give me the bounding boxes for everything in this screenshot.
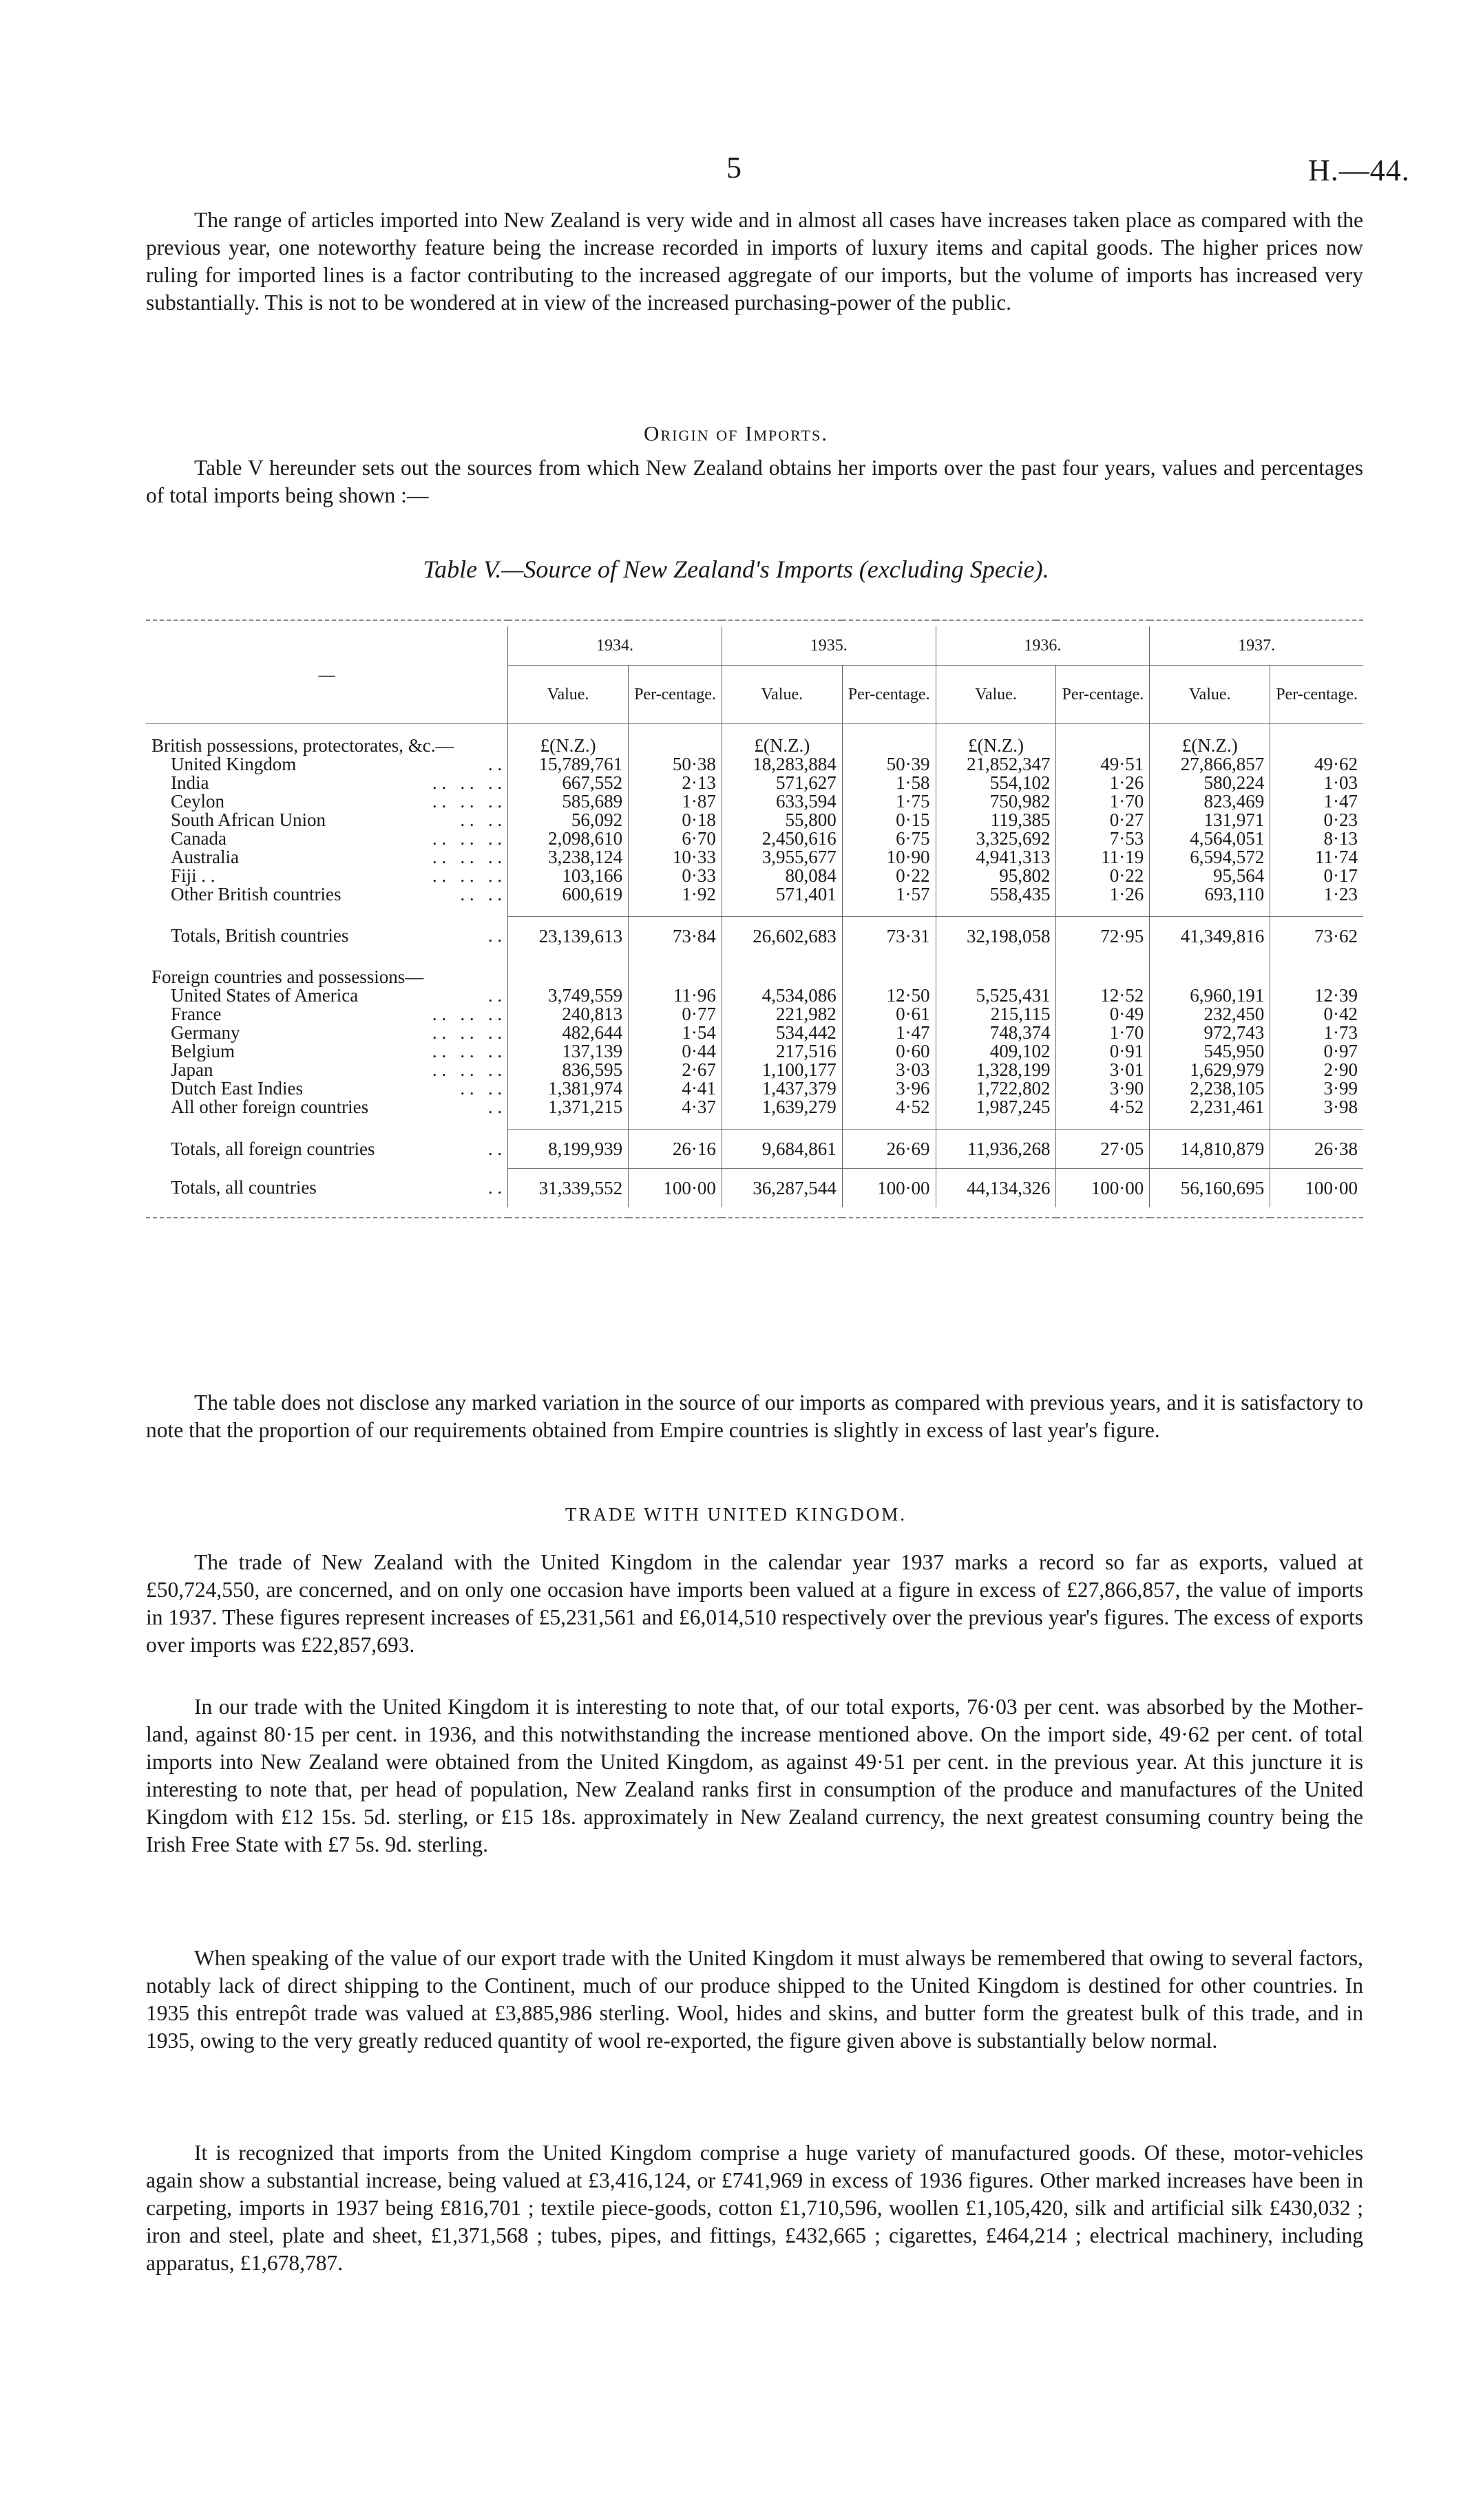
percentage-cell: 50·39 <box>842 755 936 774</box>
value-cell: 1,100,177 <box>722 1061 842 1079</box>
country-row <box>146 1024 1363 1042</box>
percentage-cell: 1·54 <box>629 1024 722 1042</box>
row-label <box>146 1098 508 1116</box>
percentage-cell: 49·62 <box>1270 755 1363 774</box>
row-label <box>146 1005 508 1024</box>
row-label <box>146 1061 508 1079</box>
percentage-cell: 3·99 <box>1270 1079 1363 1098</box>
row-label <box>146 811 508 829</box>
grand-total <box>146 1169 1363 1208</box>
value-cell: 409,102 <box>936 1042 1056 1061</box>
country-name: Totals, British countries <box>171 925 349 946</box>
percentage-cell: 1·57 <box>842 885 936 904</box>
value-cell: 545,950 <box>1150 1042 1270 1061</box>
value-header: Value. <box>1150 666 1270 724</box>
value-cell: 8,199,939 <box>508 1130 629 1169</box>
origin-paragraph: Table V hereunder sets out the sources from which New Zealand obtains her imports over the past four years, values and percentages of total imports being shown :— <box>146 456 1363 507</box>
country-name: Dutch East Indies <box>171 1078 303 1099</box>
percentage-cell: 12·39 <box>1270 986 1363 1005</box>
percentage-cell: 0·77 <box>629 1005 722 1024</box>
value-cell: 240,813 <box>508 1005 629 1024</box>
dot-leader: . . . . <box>460 884 503 904</box>
value-cell: 1,328,199 <box>936 1061 1056 1079</box>
row-label <box>146 848 508 867</box>
value-cell: 2,450,616 <box>722 829 842 848</box>
percentage-cell: 26·16 <box>629 1130 722 1169</box>
country-name: Canada <box>171 828 227 849</box>
percentage-cell: 73·84 <box>629 917 722 956</box>
dot-leader: . . <box>487 925 503 946</box>
currency-unit: £(N.Z.) <box>508 737 629 755</box>
percentage-cell: 6·70 <box>629 829 722 848</box>
value-cell: 15,789,761 <box>508 755 629 774</box>
percentage-cell: 73·31 <box>842 917 936 956</box>
dot-leader: . . . . . . <box>432 847 503 867</box>
country-name: Totals, all foreign countries <box>171 1138 375 1159</box>
dot-leader: . . . . . . <box>432 1041 503 1061</box>
percentage-cell: 10·90 <box>842 848 936 867</box>
section-heading-row <box>146 737 1363 755</box>
percentage-cell: 0·17 <box>1270 867 1363 885</box>
row-label <box>146 774 508 792</box>
value-cell: 1,987,245 <box>936 1098 1056 1116</box>
country-row <box>146 829 1363 848</box>
country-row <box>146 755 1363 774</box>
percentage-cell: 0·42 <box>1270 1005 1363 1024</box>
row-label <box>146 792 508 811</box>
percentage-cell: 2·67 <box>629 1061 722 1079</box>
year-header: 1934. <box>508 626 722 666</box>
percentage-cell: 0·97 <box>1270 1042 1363 1061</box>
dot-leader: . . <box>487 1177 503 1198</box>
dot-leader: . . . . . . <box>432 772 503 793</box>
percentage-cell: 1·73 <box>1270 1024 1363 1042</box>
row-label <box>146 867 508 885</box>
percentage-cell: 49·51 <box>1056 755 1150 774</box>
percentage-cell: 72·95 <box>1056 917 1150 956</box>
value-cell: 215,115 <box>936 1005 1056 1024</box>
country-row <box>146 848 1363 867</box>
row-label <box>146 917 508 956</box>
percentage-cell: 1·23 <box>1270 885 1363 904</box>
percentage-cell: 7·53 <box>1056 829 1150 848</box>
imports-table <box>146 620 1363 1218</box>
origin-heading: Origin of Imports. <box>644 421 828 445</box>
value-header: Value. <box>508 666 629 724</box>
country-name: Belgium <box>171 1041 235 1061</box>
country-row <box>146 1061 1363 1079</box>
dot-leader: . . . . . . <box>432 1059 503 1080</box>
value-cell: 972,743 <box>1150 1024 1270 1042</box>
value-cell: 3,749,559 <box>508 986 629 1005</box>
dot-leader: . . . . . . <box>432 828 503 849</box>
value-cell: 95,564 <box>1150 867 1270 885</box>
value-cell: 18,283,884 <box>722 755 842 774</box>
country-name: Totals, all countries <box>171 1177 317 1198</box>
percentage-cell: 0·18 <box>629 811 722 829</box>
value-cell: 1,639,279 <box>722 1098 842 1116</box>
dot-leader: . . . . <box>460 809 503 830</box>
value-cell: 693,110 <box>1150 885 1270 904</box>
dot-leader: . . <box>487 1138 503 1159</box>
row-label <box>146 755 508 774</box>
country-name: South African Union <box>171 809 326 830</box>
value-cell: 4,534,086 <box>722 986 842 1005</box>
totals-row <box>146 1169 1363 1208</box>
country-name: Ceylon <box>171 791 224 812</box>
value-cell: 232,450 <box>1150 1005 1270 1024</box>
value-cell: 32,198,058 <box>936 917 1056 956</box>
dot-leader: . . <box>487 754 503 774</box>
row-label <box>146 829 508 848</box>
percentage-cell: 3·03 <box>842 1061 936 1079</box>
value-cell: 80,084 <box>722 867 842 885</box>
table-caption: Table V.—Source of New Zealand's Imports (excluding Specie). <box>423 555 1049 583</box>
percentage-cell: 3·96 <box>842 1079 936 1098</box>
value-cell: 23,139,613 <box>508 917 629 956</box>
percentage-cell: 1·75 <box>842 792 936 811</box>
currency-unit: £(N.Z.) <box>1150 737 1270 755</box>
value-cell: 56,160,695 <box>1150 1169 1270 1208</box>
year-header: 1936. <box>936 626 1150 666</box>
intro-paragraph: The range of articles imported into New Zealand is very wide and in almost all cases have increases taken place as compared with the previous year, one noteworthy feature being the increase recorded in imports of luxury items and capital goods. The higher prices now ruling for imported lines is a factor contributing to the increased aggregate of our imports, but the volume of imports has increased very substantially. This is not to be wondered at in view of the increased purchasing-power of the public. <box>146 208 1363 315</box>
value-cell: 3,955,677 <box>722 848 842 867</box>
country-name: All other foreign countries <box>171 1097 369 1117</box>
percentage-cell: 1·26 <box>1056 774 1150 792</box>
value-cell: 2,238,105 <box>1150 1079 1270 1098</box>
value-cell: 11,936,268 <box>936 1130 1056 1169</box>
value-cell: 580,224 <box>1150 774 1270 792</box>
foreign-total <box>146 1116 1363 1169</box>
country-row <box>146 867 1363 885</box>
year-header: 1935. <box>722 626 936 666</box>
country-row <box>146 774 1363 792</box>
percentage-header: Per-centage. <box>842 666 936 724</box>
percentage-cell: 0·44 <box>629 1042 722 1061</box>
percentage-cell: 12·52 <box>1056 986 1150 1005</box>
percentage-cell: 1·70 <box>1056 792 1150 811</box>
value-cell: 26,602,683 <box>722 917 842 956</box>
country-name: Other British countries <box>171 884 341 904</box>
country-row <box>146 1005 1363 1024</box>
percentage-cell: 1·87 <box>629 792 722 811</box>
value-cell: 748,374 <box>936 1024 1056 1042</box>
row-label <box>146 1130 508 1169</box>
country-row <box>146 811 1363 829</box>
dot-leader: . . . . . . <box>432 1022 503 1043</box>
value-cell: 41,349,816 <box>1150 917 1270 956</box>
uk-paragraph-1: The trade of New Zealand with the United Kingdom in the calendar year 1937 marks a record so far as exports, valued at £50,724,550, are concerned, and on only one occasion have imports been valued at a figure in excess of £27,866,857, the value of imports in 1937. These figures represent increases of £5,231,561 and £6,014,510 respectively over the previous year's figures. The excess of exports over imports was £22,857,693. <box>146 1550 1363 1657</box>
percentage-cell: 26·69 <box>842 1130 936 1169</box>
percentage-cell: 6·75 <box>842 829 936 848</box>
value-cell: 6,960,191 <box>1150 986 1270 1005</box>
percentage-cell: 0·49 <box>1056 1005 1150 1024</box>
british-rows <box>146 755 1363 904</box>
percentage-cell: 8·13 <box>1270 829 1363 848</box>
percentage-cell: 11·96 <box>629 986 722 1005</box>
after-table-paragraph: The table does not disclose any marked variation in the source of our imports as compared with previous years, and it is satisfactory to note that the proportion of our requirements obtained from Empire countries is slightly in excess of last year's figure. <box>146 1390 1363 1442</box>
percentage-cell: 1·47 <box>842 1024 936 1042</box>
value-cell: 5,525,431 <box>936 986 1056 1005</box>
totals-row <box>146 1130 1363 1169</box>
value-header: Value. <box>722 666 842 724</box>
value-cell: 558,435 <box>936 885 1056 904</box>
value-cell: 55,800 <box>722 811 842 829</box>
percentage-cell: 27·05 <box>1056 1130 1150 1169</box>
row-label <box>146 1024 508 1042</box>
value-cell: 2,098,610 <box>508 829 629 848</box>
row-label <box>146 1079 508 1098</box>
percentage-header: Per-centage. <box>1270 666 1363 724</box>
country-name: India <box>171 772 209 793</box>
percentage-cell: 12·50 <box>842 986 936 1005</box>
percentage-cell: 11·19 <box>1056 848 1150 867</box>
percentage-cell: 0·23 <box>1270 811 1363 829</box>
value-cell: 633,594 <box>722 792 842 811</box>
percentage-cell: 0·91 <box>1056 1042 1150 1061</box>
percentage-cell: 10·33 <box>629 848 722 867</box>
foreign-heading: Foreign countries and possessions— <box>151 966 424 987</box>
percentage-cell: 1·58 <box>842 774 936 792</box>
row-label <box>146 1169 508 1208</box>
dot-leader: . . <box>487 985 503 1006</box>
percentage-cell: 26·38 <box>1270 1130 1363 1169</box>
value-cell: 534,442 <box>722 1024 842 1042</box>
value-cell: 4,941,313 <box>936 848 1056 867</box>
country-name: France <box>171 1004 222 1024</box>
country-name: United States of America <box>171 985 359 1006</box>
percentage-cell: 4·37 <box>629 1098 722 1116</box>
dot-leader: . . . . <box>460 1078 503 1099</box>
row-label <box>146 1042 508 1061</box>
percentage-header: Per-centage. <box>1056 666 1150 724</box>
currency-unit: £(N.Z.) <box>936 737 1056 755</box>
percentage-cell: 3·01 <box>1056 1061 1150 1079</box>
value-cell: 3,325,692 <box>936 829 1056 848</box>
dot-leader: . . . . . . <box>432 1004 503 1024</box>
percentage-cell: 1·47 <box>1270 792 1363 811</box>
value-cell: 750,982 <box>936 792 1056 811</box>
uk-paragraph-3: When speaking of the value of our export trade with the United Kingdom it must always be remembered that owing to several factors, notably lack of direct shipping to the Continent, much of our produce shipped to the United Kingdom is destined for other countries. In 1935 this entrepôt trade was valued at £3,885,986 sterling. Wool, hides and skins, and butter form the greatest bulk of this trade, and in 1935, owing to the very greatly reduced quantity of wool re-exported, the figure given above is substantially below normal. <box>146 1946 1363 2053</box>
stub-header: — <box>146 626 508 724</box>
percentage-cell: 0·22 <box>842 867 936 885</box>
uk-heading <box>0 1504 1472 1525</box>
percentage-cell: 3·90 <box>1056 1079 1150 1098</box>
uk-paragraph-2: In our trade with the United Kingdom it is interesting to note that, of our total exports, 76·03 per cent. was absorbed by the Mother-land, against 80·15 per cent. in 1936, and this notwithstanding the increase mentioned above. On the import side, 49·62 per cent. of total imports into New Zealand were obtained from the United Kingdom, as against 49·51 per cent. in the previous year. At this juncture it is interesting to note that, per head of population, New Zealand ranks first in consumption of the produce and manufactures of the United Kingdom with £12 15s. 5d. sterling, or £15 18s. approximately in New Zealand currency, the next greatest consuming country being the Irish Free State with £7 5s. 9d. sterling. <box>146 1695 1363 1856</box>
percentage-cell: 0·15 <box>842 811 936 829</box>
percentage-cell: 100·00 <box>1056 1169 1150 1208</box>
value-cell: 103,166 <box>508 867 629 885</box>
british-heading: British possessions, protectorates, &c.— <box>151 735 454 756</box>
country-row <box>146 792 1363 811</box>
section-heading-row <box>146 968 1363 986</box>
percentage-cell: 100·00 <box>629 1169 722 1208</box>
value-cell: 600,619 <box>508 885 629 904</box>
value-cell: 1,722,802 <box>936 1079 1056 1098</box>
country-name: Japan <box>171 1059 213 1080</box>
country-row <box>146 1042 1363 1061</box>
dot-leader: . . <box>487 1097 503 1117</box>
percentage-cell: 1·92 <box>629 885 722 904</box>
value-cell: 131,971 <box>1150 811 1270 829</box>
dot-leader: . . . . . . <box>432 865 503 886</box>
row-label <box>146 986 508 1005</box>
value-cell: 217,516 <box>722 1042 842 1061</box>
value-cell: 44,134,326 <box>936 1169 1056 1208</box>
value-cell: 571,627 <box>722 774 842 792</box>
totals-row <box>146 917 1363 956</box>
british-total <box>146 904 1363 955</box>
country-row <box>146 986 1363 1005</box>
percentage-cell: 3·98 <box>1270 1098 1363 1116</box>
value-cell: 21,852,347 <box>936 755 1056 774</box>
value-cell: 56,092 <box>508 811 629 829</box>
value-cell: 36,287,544 <box>722 1169 842 1208</box>
value-cell: 119,385 <box>936 811 1056 829</box>
value-cell: 27,866,857 <box>1150 755 1270 774</box>
percentage-cell: 1·70 <box>1056 1024 1150 1042</box>
value-cell: 3,238,124 <box>508 848 629 867</box>
dot-leader: . . . . . . <box>432 791 503 812</box>
value-cell: 836,595 <box>508 1061 629 1079</box>
value-cell: 6,594,572 <box>1150 848 1270 867</box>
percentage-cell: 100·00 <box>842 1169 936 1208</box>
country-row <box>146 885 1363 904</box>
value-cell: 482,644 <box>508 1024 629 1042</box>
percentage-cell: 0·22 <box>1056 867 1150 885</box>
percentage-header: Per-centage. <box>629 666 722 724</box>
value-cell: 1,371,215 <box>508 1098 629 1116</box>
row-label <box>146 885 508 904</box>
country-row <box>146 1098 1363 1116</box>
currency-unit: £(N.Z.) <box>722 737 842 755</box>
country-name: Germany <box>171 1022 240 1043</box>
value-cell: 1,381,974 <box>508 1079 629 1098</box>
value-cell: 9,684,861 <box>722 1130 842 1169</box>
value-cell: 1,437,379 <box>722 1079 842 1098</box>
percentage-cell: 11·74 <box>1270 848 1363 867</box>
percentage-cell: 0·60 <box>842 1042 936 1061</box>
value-cell: 14,810,879 <box>1150 1130 1270 1169</box>
uk-heading-text: TRADE WITH UNITED KINGDOM. <box>565 1504 907 1525</box>
value-cell: 571,401 <box>722 885 842 904</box>
percentage-cell: 2·90 <box>1270 1061 1363 1079</box>
page-number: 5 <box>726 151 742 184</box>
percentage-cell: 50·38 <box>629 755 722 774</box>
country-name: Fiji . . <box>171 865 215 886</box>
percentage-cell: 4·52 <box>842 1098 936 1116</box>
percentage-cell: 0·27 <box>1056 811 1150 829</box>
percentage-cell: 73·62 <box>1270 917 1363 956</box>
percentage-cell: 1·03 <box>1270 774 1363 792</box>
percentage-cell: 4·52 <box>1056 1098 1150 1116</box>
percentage-cell: 100·00 <box>1270 1169 1363 1208</box>
country-row <box>146 1079 1363 1098</box>
percentage-cell: 2·13 <box>629 774 722 792</box>
value-cell: 554,102 <box>936 774 1056 792</box>
value-cell: 221,982 <box>722 1005 842 1024</box>
country-name: United Kingdom <box>171 754 297 774</box>
percentage-cell: 0·33 <box>629 867 722 885</box>
value-cell: 31,339,552 <box>508 1169 629 1208</box>
value-cell: 137,139 <box>508 1042 629 1061</box>
value-cell: 823,469 <box>1150 792 1270 811</box>
year-header: 1937. <box>1150 626 1363 666</box>
percentage-cell: 0·61 <box>842 1005 936 1024</box>
value-cell: 2,231,461 <box>1150 1098 1270 1116</box>
value-header: Value. <box>936 666 1056 724</box>
value-cell: 1,629,979 <box>1150 1061 1270 1079</box>
value-cell: 95,802 <box>936 867 1056 885</box>
percentage-cell: 1·26 <box>1056 885 1150 904</box>
year-header-row <box>146 626 1363 666</box>
uk-paragraph-4: It is recognized that imports from the United Kingdom comprise a huge variety of manufactured goods. Of these, motor-vehicles again show a substantial increase, being valued at £3,416,124, or £741,969 in excess of 1936 figures. Other marked increases have been in carpeting, imports in 1937 being £816,701 ; textile piece-goods, cotton £1,710,596, woollen £1,105,420, silk and artificial silk £430,032 ; iron and steel, plate and sheet, £1,371,568 ; tubes, pipes, and fittings, £432,665 ; cigarettes, £464,214 ; electrical machinery, including apparatus, £1,678,787. <box>146 2141 1363 2275</box>
value-cell: 585,689 <box>508 792 629 811</box>
value-cell: 667,552 <box>508 774 629 792</box>
percentage-cell: 4·41 <box>629 1079 722 1098</box>
document-reference: H.—44. <box>1308 153 1410 187</box>
value-cell: 4,564,051 <box>1150 829 1270 848</box>
country-name: Australia <box>171 847 239 867</box>
foreign-rows <box>146 986 1363 1116</box>
